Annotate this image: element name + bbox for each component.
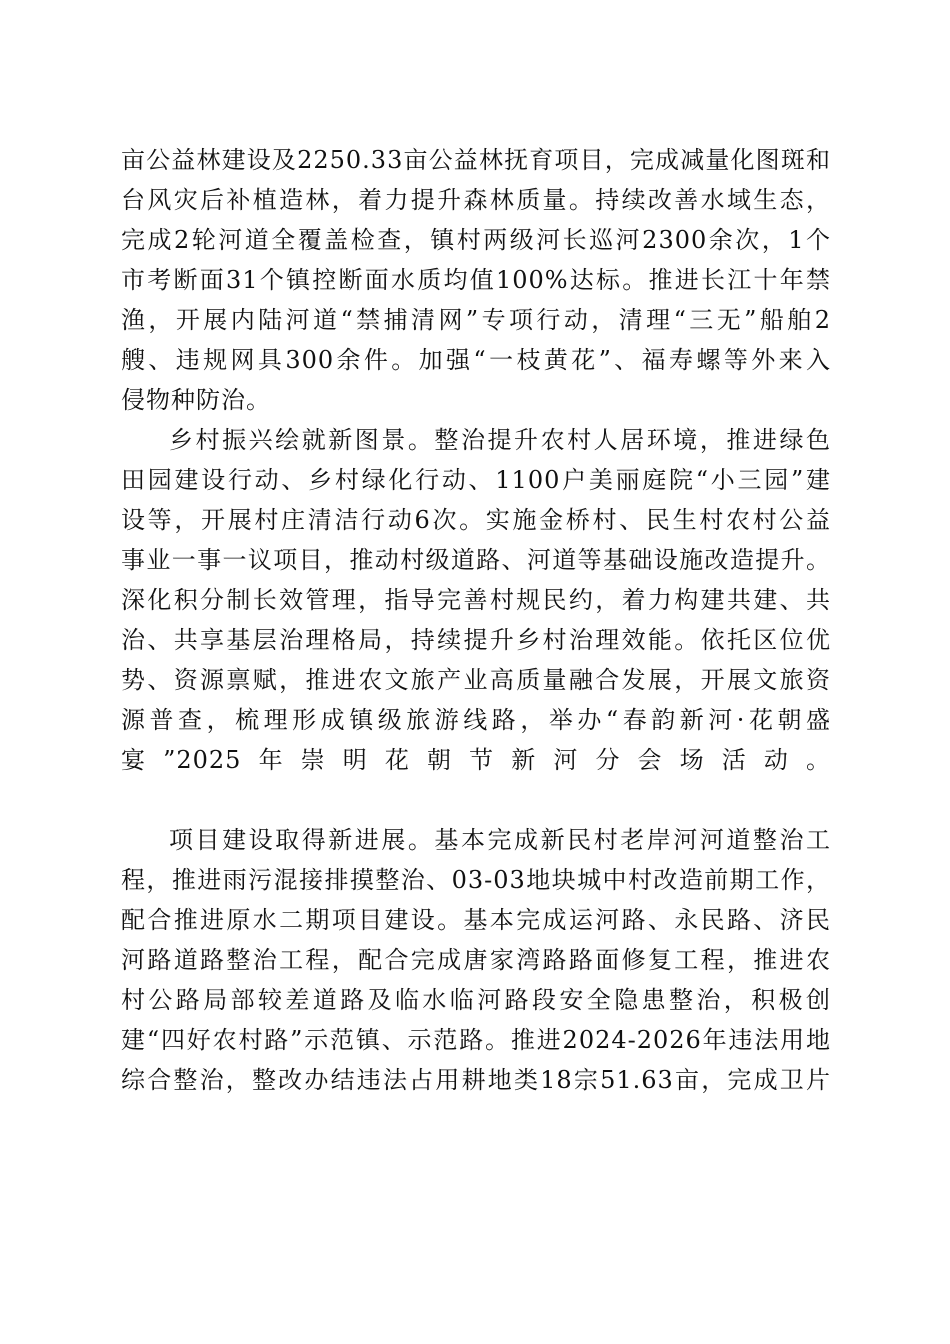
- paragraph-rural-revitalization: [121, 420, 831, 820]
- text-line: 侵物种防治。: [121, 386, 271, 414]
- text-line: 深化积分制长效管理，指导完善村规民约，着力构建共建、共: [121, 586, 831, 614]
- text-line: 建“四好农村路”示范镇、示范路。推进2024-2026年违法用地: [121, 1026, 831, 1054]
- text-line: 村公路局部较差道路及临水临河路段安全隐患整治，积极创: [121, 986, 831, 1014]
- text-line: 配合推进原水二期项目建设。基本完成运河路、永民路、济民: [121, 906, 831, 934]
- paragraph-project-construction: [121, 820, 831, 1100]
- document-body: [121, 140, 831, 1100]
- text-line: 事业一事一议项目，推动村级道路、河道等基础设施改造提升。: [121, 546, 831, 574]
- text-line: 宴”2025年崇明花朝节新河分会场活动。: [121, 746, 831, 774]
- text-line: [121, 780, 831, 820]
- text-line: 渔，开展内陆河道“禁捕清网”专项行动，清理“三无”船舶2: [121, 306, 831, 334]
- text-line: 源普查，梳理形成镇级旅游线路，举办“春韵新河·花朝盛: [121, 706, 831, 734]
- text-line: 河路道路整治工程，配合完成唐家湾路路面修复工程，推进农: [121, 946, 831, 974]
- text-line: 程，推进雨污混接排摸整治、03-03地块城中村改造前期工作，: [121, 866, 831, 894]
- text-line: 综合整治，整改办结违法占用耕地类18宗51.63亩，完成卫片: [121, 1066, 831, 1094]
- text-line: 乡村振兴绘就新图景。整治提升农村人居环境，推进绿色: [169, 426, 831, 454]
- text-line: 艘、违规网具300余件。加强“一枝黄花”、福寿螺等外来入: [121, 346, 831, 374]
- text-line: 设等，开展村庄清洁行动6次。实施金桥村、民生村农村公益: [121, 506, 831, 534]
- text-line: 完成2轮河道全覆盖检查，镇村两级河长巡河2300余次，1个: [121, 226, 831, 254]
- text-line: 势、资源禀赋，推进农文旅产业高质量融合发展，开展文旅资: [121, 666, 831, 694]
- text-line: 台风灾后补植造林，着力提升森林质量。持续改善水域生态，: [121, 186, 831, 214]
- text-line: 市考断面31个镇控断面水质均值100%达标。推进长江十年禁: [121, 266, 831, 294]
- text-line: 项目建设取得新进展。基本完成新民村老岸河河道整治工: [169, 826, 831, 854]
- text-line: 亩公益林建设及2250.33亩公益林抚育项目，完成减量化图斑和: [121, 146, 831, 174]
- text-line: 田园建设行动、乡村绿化行动、1100户美丽庭院“小三园”建: [121, 466, 831, 494]
- paragraph-ecology: [121, 140, 831, 420]
- text-line: 治、共享基层治理格局，持续提升乡村治理效能。依托区位优: [121, 626, 831, 654]
